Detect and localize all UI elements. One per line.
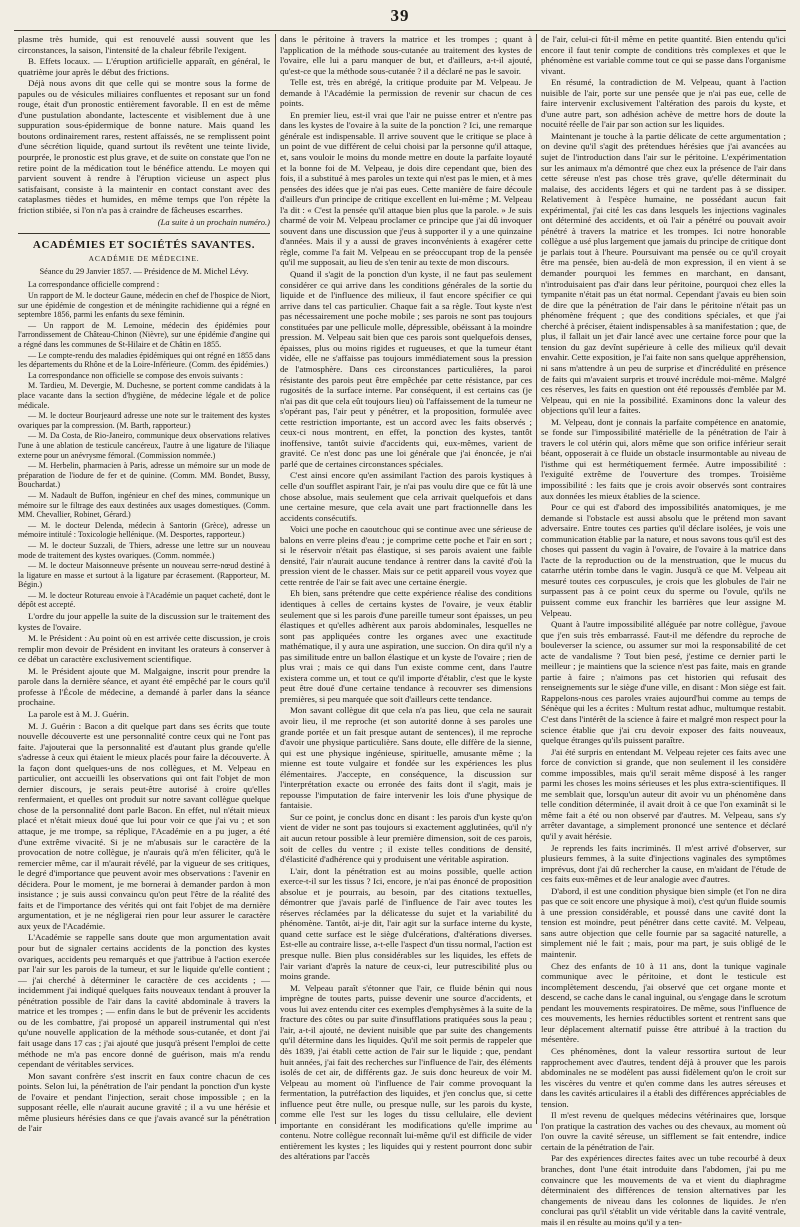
paragraph: Eh bien, sans prétendre que cette expérience réalise des conditions identiques à celles de certains kystes de l'ovaire, je veux établir seulement que si les parois d'une pareille tumeur sont épaisses, un peu élastiques et qu'elles adhèrent aux parois abdominales, lesquelles ne sont pas appliquées contre les organes avec une exactitude mathématique, il y aura une aspiration, une succion. On dira qu'il n'y a pas similitude entre un ballon élastique et un kyste de l'ovaire ; rien de plus vrai ; mais ce qui dans l'un existe comme cent, dans l'autre existera comme un, et tout ce qu'il importe d'établir, c'est que le kyste peut être doué d'une certaine tendance à recouvrer ses dimensions premières, si peu marquée que soit d'ailleurs cette tendance. [280, 588, 532, 704]
column-1 [18, 34, 270, 1134]
list-item: — M. le docteur Delenda, médecin à Santorin (Grèce), adresse un mémoire intitulé : Toxicologie hellénique. (M. Desportes, rapporteur.) [18, 520, 270, 540]
paragraph: M. Velpeau paraît s'étonner que l'air, ce fluide bénin qui nous imprègne de toutes parts, puisse devenir une source d'accidents, et vous lui avez entendu citer ces exemples d'emphysèmes à la suite de la fracture des côtes ou par suite d'insufflations pratiquées sous la peau ; l'air, a-t-il ajouté, ne devient nuisible que par suite des changements qu'il détermine dans les liquides. Qu'il me soit permis de rappeler que dès 1839, j'ai établi cette action de l'air sur le liquide ; que, pendant huit années, j'ai fait des recherches sur l'influence de l'air, des éléments isolés de cet air, de différents gaz. Je suis donc heureux de voir M. Velpeau au moment où l'influence de l'air comme provoquant la fermentation, la putréfaction des liquides, et j'en conclus que, si cette influence peut être nulle, ou presque nulle, sur les parois du kyste, comme elle l'est sur les loges du tissu cellulaire, elle devient importante en considérant les modifications qu'elle imprime au contenu. Notre collègue reconnaît lui-même qu'il est difficile de vider entièrement les kystes ; les liquides qui y restent pourront donc subir des altérations par l'accès [280, 982, 532, 1162]
list-item: — M. le docteur Maisonneuve présente un nouveau serre-nœud destiné à la ligature en masse et surtout à la ligature par écrasement. (Rapporteur, M. Bégin.) [18, 561, 270, 590]
paragraph: Quand il s'agit de la ponction d'un kyste, il ne faut pas seulement considérer ce qui arrive dans les conditions générales de la sortie du liquide et de l'influence des milieux, il faut encore spécifier ce qui arrive dans tel cas particulier. Chaque fait a sa règle. Tout kyste n'est pas nécessairement une poche mobile ; ses parois ne sont pas toujours constituées par une pellicule molle, dépressible, obéissant à la moindre pression. M. Velpeau sait bien que ces parois sont quelquefois denses, épaisses, plus ou moins rigides et rugueuses, et que la tumeur étant vidée, elle ne s'affaisse pas toujours immédiatement sous la pression de l'atmosphère. Dans ces circonstances particulières, la paroi résistante des parois peut être empêchée par cette résistance, par ces rugosités de la surface interne. Par conséquent, il est certains cas (je n'ai pas dit que cela eût toujours lieu) où l'affaissement de la tumeur ne s'opérant pas, l'air peut y pénétrer, et la proposition, formulée avec cette restriction importante, est un accord avec les faits observés ; ceux-ci nous montrent, en effet, la ponction des kystes, tantôt inoffensive, tantôt suivie d'accidents qui, eux-mêmes, varient de gravité. Ce n'est donc pas une loi générale que j'ai énoncée, je n'ai parlé que de certaines circonstances spéciales. [280, 269, 532, 469]
paragraph: Chez des enfants de 10 à 11 ans, dont la tunique vaginale communique avec le péritoine, et dont le testicule est incomplètement descendu, j'ai observé que cet organe monte et descend, se cache dans le canal inguinal, ou s'engage dans le scrotum pendant les mouvements respiratoires. De même, sous l'influence de ces mouvements, les hernies réductibles sortent et rentrent sans que leur déplacement alternatif puisse être attribué à la traction du mésentère. [541, 960, 786, 1045]
paragraph: Déjà nous avons dit que celle qui se montre sous la forme de papules ou de vésicules miliaires confluentes et reposant sur un fond rouge, était d'un pronostic entièrement favorable. Il en est de même d'une pustulation abondante, lactescente et visiblement due à une suppuration sous-épidermique de bonne nature. Mais quand les boutons ordinairement rares, restent affaissés, ne se remplissent point d'une sécrétion liquide, quand surtout ils revêtent une teinte livide, pourprée, le pronostic est plus grave, et de suite on constate que l'on ne retire point de la médication tout le bénéfice attendu. Le moyen qui parvient souvent à rendre à l'éruption vicieuse un aspect plus satisfaisant, consiste à la maintenir en contact constant avec des cataplasmes tièdes et humides, en même temps que l'on répète la friction stibiée, si l'on n'a pas à craindre de fâcheuses escarrhes. [18, 78, 270, 215]
paragraph: En premier lieu, est-il vrai que l'air ne puisse entrer et n'entre pas dans les kystes de l'ovaire à la suite de la ponction ? Ici, une remarque générale est indispensable. Il arrive souvent que le critique se place à un point de vue différent de celui choisi par la personne qu'il attaque, et, sans vouloir le moins du monde mettre en doute la parfaite loyauté et la bonne foi de M. Velpeau, je dois dire cependant que, bien des fois, il a substitué à mes paroles un texte qui n'est pas le mien, et à mes pensées des idées que je n'ai pas eues. Cette manière de faire découle d'ailleurs d'un principe de critique excellent en lui-même ; M. Velpeau l'a dit : « C'est la pensée qu'il attaque bien plus que la parole. » Je suis charmé de voir M. Velpeau proclamer ce principe que j'ai dû invoquer souvent dans une discussion que j'eus à supporter il y a une quinzaine d'années. Mais il y a aussi de graves inconvénients à exagérer cette règle, comme l'a fait M. Velpeau en se préoccupant trop de la pensée qu'il me supposait, au lieu de s'en tenir au texte de mon discours. [280, 109, 532, 268]
paragraph: Pour ce qui est d'abord des impossibilités anatomiques, je me demande si l'obstacle est aussi absolu que le prétend mon savant adversaire. Entre toutes ces parties qu'il déclare isolées, je vois une communication établie par la nature, et nous savons tous qu'il est des choses qui passent du vagin à l'ovaire, de l'ovaire à la matrice dans l'acte de la reproduction ou de la menstruation, que le mucus du catarrhe utérin tombe dans le vagin. Jusqu'à ce que M. Velpeau ait mesuré toutes ces corpuscules, je crois que les globules de l'air ne surpassent pas à ce point ceux du sperme ou l'ovule, qu'ils ne puissent comme eux franchir les barrières que leur assigne M. Velpeau. [541, 502, 786, 618]
paragraph: Par des expériences directes faites avec un tube recourbé à deux branches, dont l'une était introduite dans l'abdomen, j'ai pu me convaincre que les mouvements de va et vient du diaphragme déterminaient des différences de tension alternatives par les changements de niveau dans les colonnes de liquides. Je n'en conclurai pas qu'il s'établit un vide véritable dans la cavité ventrale, mais il en résulte au moins qu'il y a ten- [541, 1153, 786, 1227]
list-item: — M. le docteur Suzzali, de Thiers, adresse une lettre sur un nouveau mode de traitement des kystes ovariques. (Comm. nommée.) [18, 540, 270, 560]
section-separator [18, 233, 270, 234]
continuation-note: (La suite à un prochain numéro.) [157, 217, 270, 228]
paragraph: B. Effets locaux. — L'éruption artificielle apparaît, en général, le quatrième jour après le début des frictions. [18, 56, 270, 77]
paragraph: Mon savant confrère s'est inscrit en faux contre chacun de ces points. Selon lui, la pénétration de l'air pendant la ponction d'un kyste de l'ovaire et pendant l'injection, serait chose impossible ; en la supposant réelle, elle n'aurait aucune gravité ; il a vu une hérésie et même plusieurs hérésies dans ce que j'avais avancé sur la pénétration de l'air [18, 1070, 270, 1134]
paragraph: C'est ainsi encore qu'en assimilant l'action des parois kystiques à celle d'un soufflet aspirant l'air, je n'ai pas voulu dire que ce fût là une chose absolue, mais seulement que cela arrivait quelquefois et dans une certaine mesure, que cela avait une part fractionnelle dans les accidents consécutifs. [280, 470, 532, 523]
column-divider-1 [275, 34, 276, 1124]
paragraph: M. le Président : Au point où en est arrivée cette discussion, je crois remplir mon devoir de Président en invitant les orateurs à conserver à ce débat un caractère exclusivement scientifique. [18, 633, 270, 665]
paragraph: J'ai été surpris en entendant M. Velpeau rejeter ces faits avec une force de conviction si grande, que non seulement il les considère comme impossibles, mais qu'il serait même disposé à les ranger parmi les choses les moins sérieuses et les plus extra-scientifiques. Il me semblait que, lorsqu'un auteur dit avoir vu un phénomène dans telle condition déterminée, il avait droit à ce que l'on examinât si le même fait a été ou non observé par d'autres. M. Velpeau, sans s'y arrêter davantage, a simplement prononcé une sentence et déclaré qu'il y avait hérésie. [541, 746, 786, 842]
column-2 [280, 34, 532, 1162]
paragraph: dans le péritoine à travers la matrice et les trompes ; quant à l'application de la méthode sous-cutanée au traitement des kystes de l'ovaire, elle lui a paru manquer de but, et d'ailleurs, a-t-il ajouté, qu'est-ce que la méthode sous-cutanée ? il a déclaré ne pas le savoir. [280, 34, 532, 76]
paragraph: Sur ce point, je conclus donc en disant : les parois d'un kyste qu'on vient de vider ne sont pas toujours si exactement agglutinées, qu'il n'y ait aucun retour possible à leur première dimension, soit de ces parois, soit de celles du ventre ; il existe telles conditions de densité, d'élasticité d'adhérence qui y produisent une véritable aspiration. [280, 811, 532, 865]
correspondence-block [18, 280, 270, 610]
paragraph: M. J. Guérin : Bacon a dit quelque part dans ses écrits que toute nouvelle découverte est une personnalité contre ceux qui ne l'ont pas faite. J'ajouterai que la personnalité est d'autant plus grande qu'elle s'adresse à ceux qui étaient le mieux placés pour faire la découverte. À la façon dont quelques-uns de nos collègues, et M. Velpeau en particulier, ont accueilli les observations qui ont fait l'objet de mon dernier discours, je serais peut-être autorisé à croire qu'elles renfermaient, et quelles ont produit sur notre savant collègue quelque chose de la personnalité dont parle Bacon. En effet, nul n'était mieux placé et n'était mieux doué que lui pour voir ce que j'ai vu ; et son attaque, je me trompe, sa réplique, l'Académie en a pu juger, a été d'une extrême vivacité. Si je ne m'abusais sur le caractère de la provocation de notre collègue, je n'aurais qu'à m'en féliciter, qu'à le remercier même, car il m'aurait révélé, par la vigueur de ses critiques, le degré d'importance que peuvent avoir mes observations : l'avenir en décidera. Pour le moment, je me bornerai à demander pardon à mon insistance ; je suis aussi convaincu qu'on peut l'être de la réalité des faits et de l'importance des vérités qui ont fait l'objet de ma dernière argumentation, et je ne négligerai rien pour leur assurer le caractère aux yeux de l'Académie. [18, 720, 270, 931]
paragraph: Voici une poche en caoutchouc qui se continue avec une sérieuse de balons en verre pleins d'eau ; je comprime cette poche et l'air en sort ; si le réservoir n'était pas élastique, si ses parois avaient une faible densité, l'air n'aurait aucune tendance à rentrer dans la cavité d'où la pression vient de le chasser. Mais sur ce petit appareil vous voyez que cette rentrée de l'air se fait avec une certaine énergie. [280, 524, 532, 587]
list-item: M. Tardieu, M. Devergie, M. Duchesne, se portent comme candidats à la place vacante dans la section d'hygiène, de médecine légale et de police médicale. [18, 381, 270, 410]
list-item: — Le compte-rendu des maladies épidémiques qui ont régné en 1855 dans les départements du Rhône et de la Loire-Inférieure. (Comm. des épidémies.) [18, 350, 270, 370]
paragraph: Maintenant je touche à la partie délicate de cette argumentation ; on devine qu'il s'agit des prétendues hérésies que j'ai avancées au sujet de l'introduction dans l'air sur le péritoine. L'expérimentation sur les animaux m'a démontré que chez eux la présence de l'air dans cette séreuse n'est pas chose très grave, qu'elle déterminait du malaise, des accidents légers et qui ne tardent pas à se dissiper. Relativement à l'espèce humaine, ne possédant aucun fait expérimental, j'ai cité les cas dans lesquels les injections vaginales ont déterminé des accidents, et où l'air a pénétré ou pouvait avoir pénétré à travers la matrice et les trompes. Ici notre honorable collègue a usé plus largement que jamais du principe de critique dont je parlais tout à l'heure. Poursuivant ma pensée ou ce qu'il croyait être ma pensée, bien au-delà de mon expression, il en vient à se demander pourquoi les femmes en marchant, en dansant, n'introduisaient pas d'air dans leur péritoine, pourquoi chez elles la tympanite n'était pas un état normal. Cependant j'avais eu bien soin de dire que la pénétration de l'air dans le péritoine n'était pas un phénomène fréquent ; que des conditions spéciales, et que j'ai cherché à préciser, étaient indispensables à sa manifestation ; que, de plus, il fallait un jet d'air lancé avec une certaine force pour que la tension du gaz devînt supérieure à celle des milieux qu'il devait envahir. Cette exposition, je l'ai faite non sans quelque appréhension, ni sans m'attendre à un peu de surprise et d'incrédulité en présence de faits qui m'avaient surpris et trouvé incrédule moi-même. Malgré ces réserves, les faits en question ont été repoussés d'emblée par M. Velpeau, qui en nie la possibilité. Examinons donc la valeur des objections qu'il leur a faites. [541, 130, 786, 416]
list-item: — M. Nadault de Buffon, ingénieur en chef des mines, communique un mémoire sur le filtrage des eaux destinées aux usages domestiques. (Comm. MM. Chevallier, Robinet, Gérard.) [18, 490, 270, 520]
paragraph: La parole est à M. J. Guérin. [28, 709, 129, 719]
paragraph: Telle est, très en abrégé, la critique produite par M. Velpeau. Je demande à l'Académie la permission de revenir sur chacun de ces points. [280, 77, 532, 109]
list-item: — M. Herbelin, pharmacien à Paris, adresse un mémoire sur un mode de préparation de l'iodure de fer et de quinine. (Comm. MM. Bondet, Bussy, Bouchardat.) [18, 461, 270, 490]
paragraph: plasme très humide, qui est renouvelé aussi souvent que les circonstances, la saison, l'intensité de la chaleur fébrile l'exigent. [18, 34, 270, 55]
paragraph: La correspondance officielle comprend : [28, 280, 160, 290]
paragraph: M. Velpeau, dont je connais la parfaite compétence en anatomie, se fonde sur l'impossibilité matérielle de la pénétration de l'air à travers le col utérin qui, alors même que son orifice inférieur serait béant, opposerait à ce fluide un obstacle insurmontable au niveau de l'isthme qui est hermétiquement fermée. Autre impossibilité : l'exiguïté extrême de l'ouverture des trompes. Troisième impossibilité : les faits que je crois avoir observés sont contraires aux données les mieux établies de la science. [541, 416, 786, 501]
top-rule [14, 30, 786, 31]
list-item: La correspondance non officielle se compose des envois suivants : [28, 370, 243, 380]
paragraph: Ces phénomènes, dont la valeur ressortira surtout de leur rapprochement avec d'autres, tendent déjà à prouver que les parois abdominales ne se modèlent pas aussi fidèlement qu'on le croit sur les viscères du ventre et qu'en comme dans les autres séreuses et dans les cavités articulaires il a établi des différences appréciables de tension. [541, 1045, 786, 1109]
paragraph: de l'air, celui-ci fût-il même en petite quantité. Bien entendu qu'ici encore il faut tenir compte de conditions très complexes et que le phénomène est variable comme tout ce qui se passe dans l'organisme vivant. [541, 34, 786, 76]
list-item: — M. le docteur Bourjeaurd adresse une note sur le traitement des kystes ovariques par la compression. (M. Barth, rapporteur.) [18, 411, 270, 430]
list-item: — M. Da Costa, de Rio-Janeiro, communique deux observations relatives l'une à une ablation de testicule cancéreux, l'autre à une ligature de l'iliaque externe pour un anévrysme fémoral. (Commission nommée.) [18, 431, 270, 460]
page-number: 39 [390, 6, 410, 25]
paragraph: L'ordre du jour appelle la suite de la discussion sur le traitement des kystes de l'ovaire. [18, 611, 270, 632]
paragraph: Je reprends les faits incriminés. Il m'est arrivé d'observer, sur plusieurs femmes, à la suite d'injections vaginales des symptômes imprévus, dont j'ai dû rechercher la cause, en m'aidant de l'étude de ces faits eux-mêmes et de leur analogie avec d'autres. [541, 842, 786, 885]
section-title: ACADÉMIES ET SOCIÉTÉS SAVANTES. [32, 238, 256, 251]
paragraph: D'abord, il est une condition physique bien simple (et l'on ne dira pas que ce soit encore une physique à moi), c'est qu'un fluide soumis à une pression considérable, et poussé dans une cavité dont la tension est moindre, peut pénétrer dans cette cavité. M. Velpeau, sans autre objection que celle fournie par sa sagacité naturelle, a simplement nié le fait ; mais, pour ma part, je suis obligé de le maintenir. [541, 885, 786, 960]
column-divider-2 [536, 34, 537, 1124]
paragraph: Quant à l'autre impossibilité alléguée par notre collègue, j'avoue que j'en suis très embarrassé. Faut-il me défendre du reproche de bouleverser la science, ou assumer sur moi la responsabilité de cet acte de vandalisme ? Tout bien pesé, j'estime ce dernier parti le meilleur ; je maintiens que la science n'est pas faite, mais en grande partie à faire ; n'aimons pas cet historien qui refusait des renseignements sur le siège d'une ville, en disant : Mon siège est fait. Rappelons-nous ces paroles vraies aujourd'hui comme au temps de Sénèque qui les a écrites : Multum restat adhuc, multumque restabit. C'est dans l'intérêt de la science à faire et malgré mon respect pour la science établie que j'ai cru devoir exposer des faits nouveaux, quelque étranges qu'ils puissent paraître. [541, 619, 786, 746]
paragraph: L'air, dont la pénétration est au moins possible, quelle action exerce-t-il sur les tissus ? Ici, encore, je n'ai pas énoncé de proposition absolue et je pourrais, au besoin, par des citations textuelles, démontrer que j'avais parlé de l'influence de l'air avec toutes les réserves réclamées par la délicatesse du sujet et la variabilité du phénomène. Tantôt, ai-je dit, l'air agit sur la surface interne du kyste, quand cette surface est le siège d'ulcérations, d'altérations diverses. Est-elle au contraire lisse, a-t-elle l'aspect d'un tissu normal, l'action est presque nulle. Bien plus considérables sur les liquides, les effets de l'air variant d'après la nature de ceux-ci, leur putrescibilité plus ou moins grande. [280, 865, 532, 982]
paragraph: En résumé, la contradiction de M. Velpeau, quant à l'action nuisible de l'air, porte sur une pensée que je n'ai pas eue, celle de faire intervenir exclusivement l'altération des parois du kyste, et d'une autre part, son adhésion achève de mettre hors de doute la nocuité réelle de l'air par son action sur les liquides. [541, 77, 786, 130]
list-item: Un rapport de M. le docteur Gaune, médecin en chef de l'hospice de Niort, sur une épidémie de congestion et de méningite rachidienne qui a régné en septembre 1856, parmi les enfants du sexe féminin. [18, 291, 270, 320]
list-item: — M. le docteur Rotureau envoie à l'Académie un paquet cacheté, dont le dépôt est accepté. [18, 590, 270, 610]
paragraph: Il m'est revenu de quelques médecins vétérinaires que, lorsque l'on pratique la castration des vaches ou des chevaux, au moment où l'on ouvre la cavité séreuse, un sifflement se fait entendre, indice certain de la pénétration de l'air. [541, 1110, 786, 1152]
academy-title: ACADÉMIE DE MÉDECINE. [88, 254, 200, 264]
column-3 [541, 34, 786, 1227]
paragraph: M. le Président ajoute que M. Malgaigne, inscrit pour prendre la parole dans la dernière séance, et ayant été empêché par le cours qu'il professe à l'École de médecine, a demandé à parler dans la séance prochaine. [18, 665, 270, 708]
paragraph: Mon savant collègue dit que cela n'a pas lieu, que cela ne saurait avoir lieu, il me reproche (et son autorité donne à ses paroles une grande portée et un fait presque autant de sentences), il me reproche d'avoir une physique particulière. Sans doute, elle diffère de la sienne, qui est une physique ingénieuse, spirituelle, amusante même ; la mienne est toute vulgaire et fondée sur les expériences les plus élémentaires. J'accepte, en conséquence, la discussion sur l'interprétation exacte ou erronée des faits dont il s'agit, mais je repousse l'imputation de faire intervenir les lois d'une physique de fantaisie. [280, 705, 532, 811]
paragraph: L'Académie se rappelle sans doute que mon argumentation avait pour but de signaler certains accidents de la ponction des kystes ovariques, accidents peu remarqués et que j'attribue à l'action exercée par l'air sur les parois de la tumeur, et sur le liquide qu'elle contient ; — j'ai cherché à déterminer le caractère de ces accidents ; — incidemment j'ai indiqué quelques faits nouveaux tendant à prouver la pénétration possible de l'air dans la cavité abdominale à travers la matrice et les trompes ; — enfin dans le but de prévenir les accidents ou de les combattre, j'ai proposé un appareil instrumental qui n'est qu'une nouvelle application de la méthode sous-cutanée, et dont j'ai fait usage dans 17 cas ; j'ai ajouté que jusqu'à présent l'emploi de cette méthode ne m'a pas encore donné de guérison, mais m'a rendu cependant de véritables services. [18, 932, 270, 1070]
list-item: — Un rapport de M. Lemoine, médecin des épidémies pour l'arrondissement de Château-Chinon (Nièvre), sur une épidémie d'angine qui a régné dans les communes de St-Hilaire et de Châtin en 1855. [18, 320, 270, 350]
seance-date: Séance du 29 Janvier 1857. — Présidence de M. Michel Lévy. [39, 266, 249, 276]
